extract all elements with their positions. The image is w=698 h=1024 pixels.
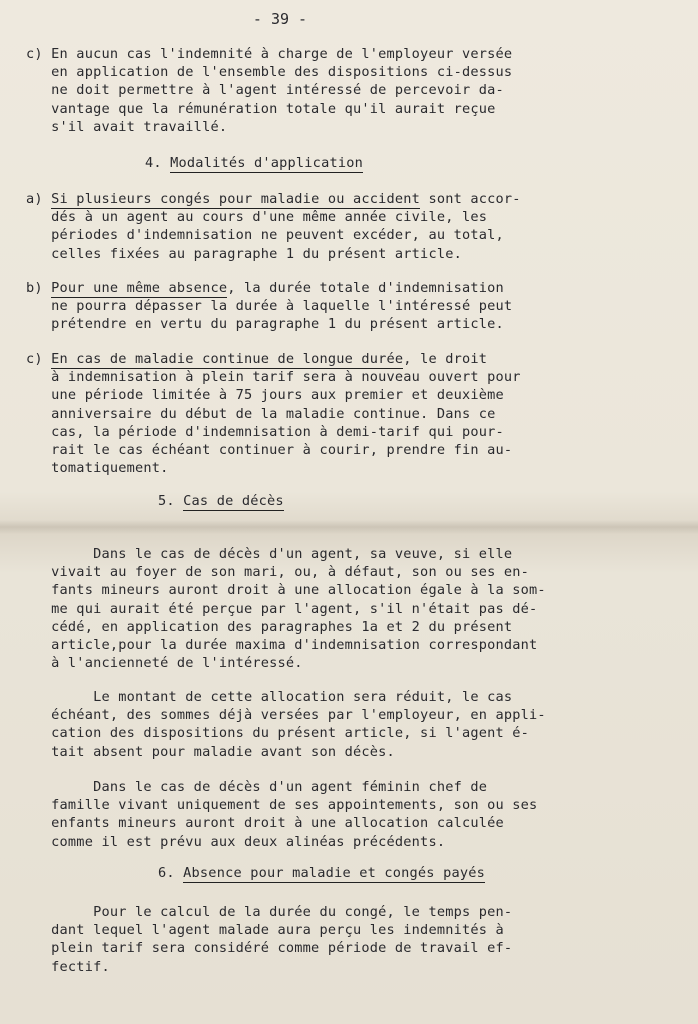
heading-number: 4. xyxy=(145,155,171,171)
heading-title: Modalités d'application xyxy=(170,155,363,171)
paragraph-c-intro: c) En aucun cas l'indemnité à charge de l'employeur versée en application de l'ensemble des dispositions ci-dessus ne doit permettre à l'agent intéressé de percevoir da- vantage que la rémunération totale qu'il aurait reçue s'il avait travaillé. xyxy=(26,46,513,135)
item-first-line-rest: sont accor- xyxy=(420,191,521,207)
section-heading-6 xyxy=(158,865,485,881)
item-prefix: a) xyxy=(26,191,52,207)
item-prefix: c) xyxy=(26,351,52,367)
paper-fold xyxy=(0,520,698,534)
item-underlined-phrase: Pour une même absence xyxy=(51,280,228,296)
paragraph-deces-1: Dans le cas de décès d'un agent, sa veuve, si elle vivait au foyer de son mari, ou, à défaut, son ou ses en- fants mineurs auront droit à une allocation égale à la som- me qui aurait été perçue par l'agent, s'il n'était pas dé- cédé, en application des paragraphes 1a et 2 du présent article,pour la durée maxima d'indemnisation correspondant à l'ancienneté de l'intéressé. xyxy=(51,546,546,672)
page-number: - 39 - xyxy=(252,10,308,28)
item-body: à indemnisation à plein tarif sera à nouveau ouvert pour une période limitée à 75 jours aux premier et deuxième anniversaire du début de la maladie continue. Dans ce cas, la période d'indemnisation à demi-tarif qui pour- rait le cas échéant continuer à courir, prendre fin au- tomatiquement. xyxy=(51,369,521,477)
heading-title: Cas de décès xyxy=(183,493,284,509)
item-first-line-rest: , la durée totale d'indemnisation xyxy=(227,280,504,296)
paragraph-deces-2: Le montant de cette allocation sera réduit, le cas échéant, des sommes déjà versées par l'employeur, en appli- cation des dispositions du présent article, si l'agent é- tait absent pour maladie avant son décès. xyxy=(51,689,546,760)
paragraph-absence: Pour le calcul de la durée du congé, le temps pen- dant lequel l'agent malade aura perçu les indemnités à plein tarif sera considéré comme période de travail ef- fectif. xyxy=(51,904,513,975)
item-c xyxy=(26,350,666,477)
section-heading-4 xyxy=(145,155,363,171)
item-body: dés à un agent au cours d'une même année civile, les périodes d'indemnisation ne peuvent excéder, au total, celles fixées au paragraphe 1 du présent article. xyxy=(51,209,504,262)
heading-number: 5. xyxy=(158,493,184,509)
item-first-line-rest: , le droit xyxy=(403,351,488,367)
item-prefix: b) xyxy=(26,280,52,296)
item-body: ne pourra dépasser la durée à laquelle l'intéressé peut prétendre en vertu du paragraphe 1 du présent article. xyxy=(51,298,513,333)
section-heading-5 xyxy=(158,493,284,509)
item-underlined-phrase: En cas de maladie continue de longue durée xyxy=(51,351,404,367)
item-a xyxy=(26,190,666,263)
item-b xyxy=(26,279,666,334)
heading-number: 6. xyxy=(158,865,184,881)
item-underlined-phrase: Si plusieurs congés pour maladie ou accident xyxy=(51,191,421,207)
paragraph-deces-3: Dans le cas de décès d'un agent féminin chef de famille vivant uniquement de ses appointements, son ou ses enfants mineurs auront droit à une allocation calculée comme il est prévu aux deux alinéas précédents. xyxy=(51,779,538,850)
heading-title: Absence pour maladie et congés payés xyxy=(183,865,485,881)
